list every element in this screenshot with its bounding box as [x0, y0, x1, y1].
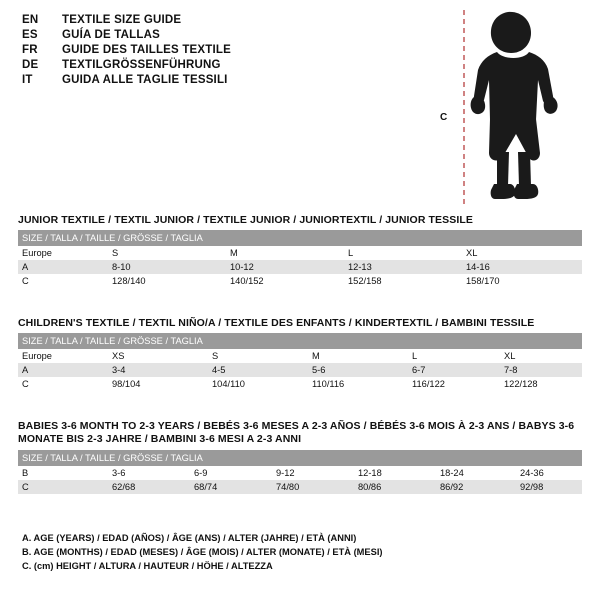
cell: L: [344, 246, 462, 260]
cell: 80/86: [354, 480, 436, 494]
legend-line-a: A. AGE (YEARS) / EDAD (AÑOS) / ÂGE (ANS) / ALTER (JAHRE) / ETÀ (ANNI): [22, 533, 357, 543]
table-header-label: SIZE / TALLA / TAILLE / GRÖSSE / TAGLIA: [18, 333, 582, 349]
language-title: TEXTILGRÖSSENFÜHRUNG: [62, 59, 221, 71]
row-label: B: [18, 466, 108, 480]
cell: 3-6: [108, 466, 190, 480]
table-row: [18, 246, 582, 260]
row-label: Europe: [18, 246, 108, 260]
cell: 62/68: [108, 480, 190, 494]
section-title: BABIES 3-6 MONTH TO 2-3 YEARS / BEBÉS 3-6 MESES A 2-3 AÑOS / BÉBÉS 3-6 MOIS À 2-3 ANS / BABYS 3-6 MONATE BIS 2-3 JAHRE / BAMBINI 3-6 MESI A 2-3 ANNI: [18, 420, 575, 445]
language-row: [22, 74, 442, 86]
cell: XL: [462, 246, 582, 260]
cell: M: [226, 246, 344, 260]
cell: XL: [500, 349, 582, 363]
cell: 86/92: [436, 480, 516, 494]
cell: 18-24: [436, 466, 516, 480]
cell: 6-9: [190, 466, 272, 480]
cell: 3-4: [108, 363, 208, 377]
language-code: FR: [22, 44, 38, 56]
table-row: [18, 480, 582, 494]
toddler-body: [471, 12, 558, 199]
row-label: C: [18, 377, 108, 391]
language-title: GUIDE DES TAILLES TEXTILE: [62, 44, 231, 56]
section-title: JUNIOR TEXTILE / TEXTIL JUNIOR / TEXTILE JUNIOR / JUNIORTEXTIL / JUNIOR TESSILE: [18, 214, 473, 226]
cell: 92/98: [516, 480, 582, 494]
language-code: EN: [22, 14, 39, 26]
row-label: C: [18, 274, 108, 288]
language-row: [22, 14, 442, 26]
size-table-babies: [18, 450, 582, 494]
cell: 8-10: [108, 260, 226, 274]
cell: 158/170: [462, 274, 582, 288]
cell: 104/110: [208, 377, 308, 391]
height-measure-label: C: [440, 112, 448, 123]
legend-line-c: C. (cm) HEIGHT / ALTURA / HAUTEUR / HÖHE / ALTEZZA: [22, 561, 273, 571]
toddler-silhouette-icon: [450, 8, 582, 208]
row-label: A: [18, 363, 108, 377]
cell: 4-5: [208, 363, 308, 377]
language-row: [22, 29, 442, 41]
size-table-children: [18, 333, 582, 391]
language-code: DE: [22, 59, 39, 71]
table-header-label: SIZE / TALLA / TAILLE / GRÖSSE / TAGLIA: [18, 230, 582, 246]
language-code: ES: [22, 29, 38, 41]
legend: [22, 531, 582, 573]
table-row: [18, 349, 582, 363]
cell: M: [308, 349, 408, 363]
section-junior: [18, 214, 582, 288]
section-babies: [18, 420, 582, 494]
row-label: Europe: [18, 349, 108, 363]
cell: 68/74: [190, 480, 272, 494]
language-row: [22, 59, 442, 71]
cell: S: [208, 349, 308, 363]
table-row: [18, 260, 582, 274]
cell: 10-12: [226, 260, 344, 274]
table-row: [18, 363, 582, 377]
cell: 110/116: [308, 377, 408, 391]
cell: 122/128: [500, 377, 582, 391]
figure-area: [440, 8, 586, 208]
cell: 12-13: [344, 260, 462, 274]
language-code: IT: [22, 74, 33, 86]
cell: 7-8: [500, 363, 582, 377]
table-header-row: [18, 333, 582, 349]
section-children: [18, 317, 582, 391]
language-title: GUIDA ALLE TAGLIE TESSILI: [62, 74, 228, 86]
cell: XS: [108, 349, 208, 363]
cell: 140/152: [226, 274, 344, 288]
cell: 152/158: [344, 274, 462, 288]
cell: 5-6: [308, 363, 408, 377]
cell: 6-7: [408, 363, 500, 377]
language-title: GUÍA DE TALLAS: [62, 29, 160, 41]
table-header-row: [18, 450, 582, 466]
cell: L: [408, 349, 500, 363]
table-row: [18, 274, 582, 288]
size-table-junior: [18, 230, 582, 288]
cell: 128/140: [108, 274, 226, 288]
table-row: [18, 377, 582, 391]
row-label: C: [18, 480, 108, 494]
cell: 12-18: [354, 466, 436, 480]
row-label: A: [18, 260, 108, 274]
cell: 74/80: [272, 480, 354, 494]
section-title: CHILDREN'S TEXTILE / TEXTIL NIÑO/A / TEXTILE DES ENFANTS / KINDERTEXTIL / BAMBINI TESSILE: [18, 317, 535, 329]
cell: 24-36: [516, 466, 582, 480]
table-header-row: [18, 230, 582, 246]
table-header-label: SIZE / TALLA / TAILLE / GRÖSSE / TAGLIA: [18, 450, 582, 466]
cell: S: [108, 246, 226, 260]
cell: 9-12: [272, 466, 354, 480]
language-row: [22, 44, 442, 56]
legend-line-b: B. AGE (MONTHS) / EDAD (MESES) / ÂGE (MOIS) / ALTER (MONATE) / ETÀ (MESI): [22, 547, 383, 557]
table-row: [18, 466, 582, 480]
cell: 98/104: [108, 377, 208, 391]
language-title: TEXTILE SIZE GUIDE: [62, 14, 182, 26]
cell: 14-16: [462, 260, 582, 274]
language-header: [22, 14, 442, 89]
cell: 116/122: [408, 377, 500, 391]
